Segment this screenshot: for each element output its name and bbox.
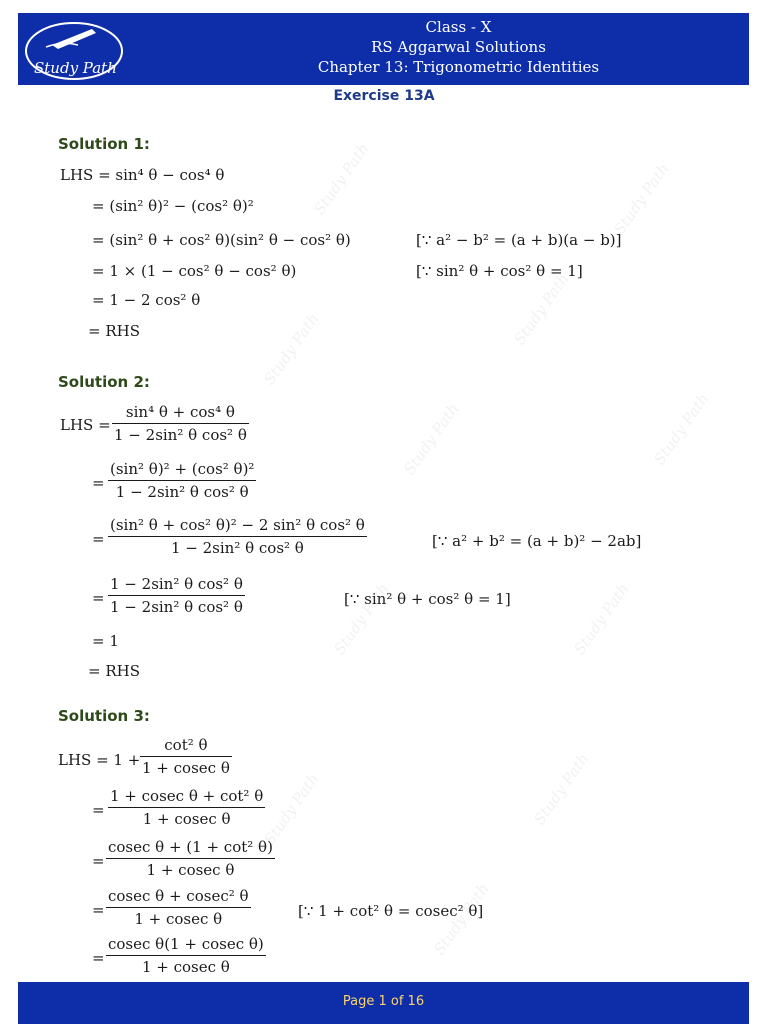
solution-3-step-2-fraction <box>108 787 265 828</box>
solution-2-line-5: = 1 <box>92 632 119 650</box>
solution-1-line-4: = 1 × (1 − cos² θ − cos² θ) <box>92 262 297 280</box>
solution-3-step-1-label: LHS = 1 + <box>58 751 141 769</box>
class-label: Class - X <box>425 18 492 36</box>
watermark: Study Path <box>400 399 463 479</box>
solution-3-step-5-fraction <box>106 935 266 976</box>
fraction-denominator: 1 + cosec θ <box>106 858 275 879</box>
fraction-numerator: cosec θ + cosec² θ <box>108 887 249 905</box>
fraction-denominator: 1 + cosec θ <box>106 955 266 976</box>
logo-text: Study Path <box>34 59 117 77</box>
page-header <box>18 13 749 85</box>
solution-1-line-6: = RHS <box>88 322 140 340</box>
solution-2-title: Solution 2: <box>58 373 150 391</box>
watermark: Study Path <box>430 879 493 959</box>
page-number: Page 1 of 16 <box>342 994 425 1009</box>
solution-2-reason-2: [∵ sin² θ + cos² θ = 1] <box>344 590 511 608</box>
solution-2-step-1-label: LHS = <box>60 416 111 434</box>
fraction-denominator: 1 − 2sin² θ cos² θ <box>112 423 249 444</box>
fraction-numerator: sin⁴ θ + cos⁴ θ <box>125 403 235 421</box>
fraction-denominator: 1 + cosec θ <box>140 756 232 777</box>
fraction-numerator: 1 − 2sin² θ cos² θ <box>110 575 243 593</box>
solution-2-reason-1: [∵ a² + b² = (a + b)² − 2ab] <box>432 532 642 550</box>
solution-2-step-2-label: = <box>92 474 105 492</box>
fraction-numerator: (sin² θ)² + (cos² θ)² <box>110 460 255 478</box>
solution-3-step-2-label: = <box>92 801 105 819</box>
watermark: Study Path <box>650 389 713 469</box>
solution-3-step-3-fraction <box>106 838 275 879</box>
solution-2-step-4-label: = <box>92 589 105 607</box>
fraction-numerator: 1 + cosec θ + cot² θ <box>110 787 264 805</box>
book-title: RS Aggarwal Solutions <box>371 38 546 56</box>
solution-3-step-3-label: = <box>92 852 105 870</box>
fraction-numerator: cot² θ <box>164 736 208 754</box>
solution-2-step-3-fraction <box>108 516 367 557</box>
watermark: Study Path <box>330 579 393 659</box>
exercise-title: Exercise 13A <box>333 88 435 104</box>
watermark: Study Path <box>610 159 673 239</box>
solution-2-step-1-fraction <box>112 403 249 444</box>
solution-1-line-2: = (sin² θ)² − (cos² θ)² <box>92 197 254 215</box>
fraction-denominator: 1 + cosec θ <box>108 807 265 828</box>
page-footer <box>18 982 749 1024</box>
solution-3-step-4-fraction <box>106 887 251 928</box>
solution-3-step-1-fraction <box>140 736 232 777</box>
header-titles <box>168 17 749 77</box>
watermark: Study Path <box>260 309 323 389</box>
fraction-numerator: cosec θ + (1 + cot² θ) <box>108 838 273 856</box>
solution-3-title: Solution 3: <box>58 707 150 725</box>
solution-1-line-5: = 1 − 2 cos² θ <box>92 291 201 309</box>
solution-1-line-1: LHS = sin⁴ θ − cos⁴ θ <box>60 166 225 184</box>
fraction-numerator: cosec θ(1 + cosec θ) <box>108 935 264 953</box>
study-path-logo <box>22 15 130 83</box>
fraction-numerator: (sin² θ + cos² θ)² − 2 sin² θ cos² θ <box>110 516 365 534</box>
solution-1-reason-1: [∵ a² − b² = (a + b)(a − b)] <box>416 231 622 249</box>
watermark: Study Path <box>530 749 593 829</box>
watermark: Study Path <box>310 139 373 219</box>
solution-3-step-5-label: = <box>92 949 105 967</box>
solution-2-step-3-label: = <box>92 530 105 548</box>
solution-2-step-2-fraction <box>108 460 256 501</box>
watermark: Study Path <box>510 269 573 349</box>
solution-3-reason-1: [∵ 1 + cot² θ = cosec² θ] <box>298 902 484 920</box>
watermark: Study Path <box>260 769 323 849</box>
fraction-denominator: 1 + cosec θ <box>106 907 251 928</box>
solution-3-step-4-label: = <box>92 901 105 919</box>
fraction-denominator: 1 − 2sin² θ cos² θ <box>108 595 245 616</box>
chapter-title: Chapter 13: Trigonometric Identities <box>317 58 600 76</box>
fraction-denominator: 1 − 2sin² θ cos² θ <box>108 536 367 557</box>
solution-1-reason-2: [∵ sin² θ + cos² θ = 1] <box>416 262 583 280</box>
fraction-denominator: 1 − 2sin² θ cos² θ <box>108 480 256 501</box>
solution-1-line-3: = (sin² θ + cos² θ)(sin² θ − cos² θ) <box>92 231 351 249</box>
solution-2-step-4-fraction <box>108 575 245 616</box>
watermark: Study Path <box>570 579 633 659</box>
solution-1-title: Solution 1: <box>58 135 150 153</box>
solution-2-line-6: = RHS <box>88 662 140 680</box>
